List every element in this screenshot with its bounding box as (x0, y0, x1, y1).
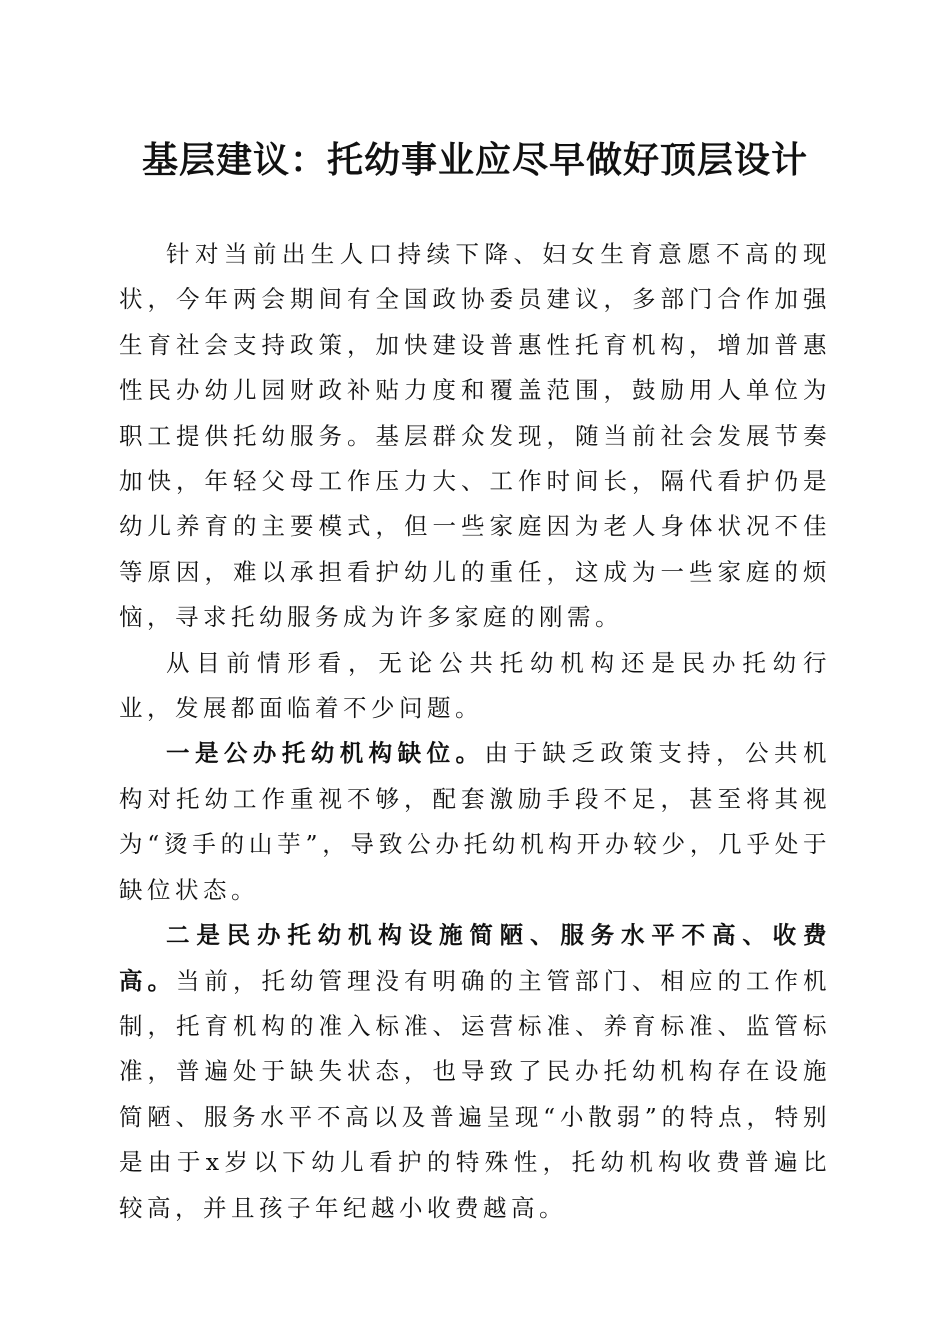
paragraph-text: 从目前情形看，无论公共托幼机构还是民办托幼行业，发展都面临着不少问题。 (119, 648, 831, 723)
paragraph-overview (119, 641, 831, 732)
paragraph-lead: 一是公办托幼机构缺位。 (166, 739, 485, 768)
paragraph-problem-one (119, 731, 831, 913)
document-title: 基层建议：托幼事业应尽早做好顶层设计 (141, 139, 808, 181)
document-body (119, 232, 831, 1231)
paragraph-text: 针对当前出生人口持续下降、妇女生育意愿不高的现状，今年两会期间有全国政协委员建议，多部门合作加强生育社会支持政策，加快建设普惠性托育机构，增加普惠性民办幼儿园财政补贴力度和覆盖范围，鼓励用人单位为职工提供托幼服务。基层群众发现，随当前社会发展节奏加快，年轻父母工作压力大、工作时间长，隔代看护仍是幼儿养育的主要模式，但一些家庭因为老人身体状况不佳等原因，难以承担看护幼儿的重任，这成为一些家庭的烦恼，寻求托幼服务成为许多家庭的刚需。 (119, 240, 831, 632)
paragraph-intro (119, 232, 831, 641)
paragraph-problem-two (119, 913, 831, 1231)
paragraph-text: 由于缺乏政策支持，公共机构对托幼工作重视不够，配套激励手段不足，甚至将其视为“烫手的山芋”，导致公办托幼机构开办较少，几乎处于缺位状态。 (119, 739, 831, 904)
paragraph-lead: 二是民办托幼机构设施简陋、服务水平不高、收费高。 (119, 921, 831, 995)
paragraph-text: 当前，托幼管理没有明确的主管部门、相应的工作机制，托育机构的准入标准、运营标准、养育标准、监管标准，普遍处于缺失状态，也导致了民办托幼机构存在设施简陋、服务水平不高以及普遍呈现“小散弱”的特点，特别是由于x岁以下幼儿看护的特殊性，托幼机构收费普遍比较高，并且孩子年纪越小收费越高。 (119, 966, 831, 1222)
